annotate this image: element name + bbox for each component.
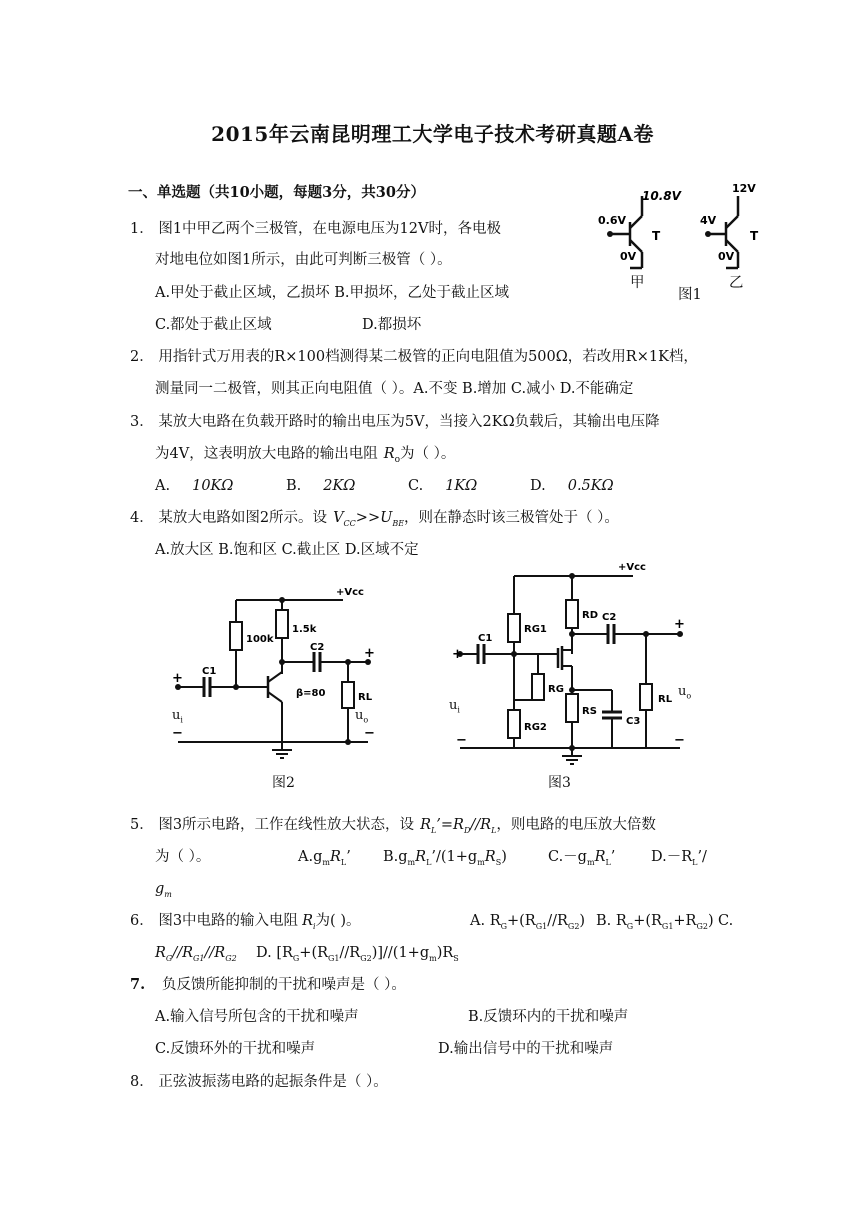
q3-line2: 为4V，这表明放大电路的输出电阻 $R_o$为（ ）。 [155,446,456,465]
c1-label: C1 [478,633,493,644]
q1-line1: 1． 图1中甲乙两个三极管，在电源电压为12V时，各电极 [130,221,501,237]
rg2-label: RG2 [524,722,547,733]
q7-option-b: B.反馈环内的干扰和噪声 [468,1009,629,1025]
fig1-yi-label: 乙 [729,275,744,291]
node-dot [569,573,575,579]
output-minus: − [674,733,685,748]
output-plus: + [364,646,375,661]
rl-label: RL [658,694,673,705]
node-dot [643,631,649,637]
q6-line1: 6． 图3中电路的输入电阻 $R_i$为( )。 [130,913,361,931]
q1-options-ab: A.甲处于截止区域，乙损坏 B.甲损坏，乙处于截止区域 [155,285,509,301]
r-col-label: 1.5k [292,624,317,635]
c1-label: C1 [202,666,217,677]
resistor-1.5k [276,610,288,638]
yi-base-voltage: 4V [700,214,717,227]
output-plus: + [674,617,685,632]
fig3-caption: 图3 [548,775,571,791]
q1-option-d: D.都损坏 [362,317,422,333]
c2-label: C2 [602,612,617,623]
rg1-label: RG1 [524,624,547,635]
node-dot [569,687,575,693]
resistor-100k [230,622,242,650]
fig2-caption: 图2 [272,775,295,791]
q1-line2: 对地电位如图1所示，由此可判断三极管（ ）。 [155,252,452,268]
node-dot [569,745,575,751]
figure-3-circuit [448,558,693,773]
q3-option-a: A. 10KΩ [155,478,234,494]
resistor-rd [566,600,578,628]
q5-line2: 为（ ）。 [155,849,211,865]
q7-line1: 负反馈所能抑制的干扰和噪声是（ ）。 [162,977,406,993]
q5-option-d: $D.-R_L’/$ [651,849,707,867]
q6-option-c: $R_G//R_{G1}//R_{G2}$ [155,945,237,963]
jia-collector-voltage: 10.8V [642,189,681,203]
input-plus: + [172,671,183,686]
vcc-label: +Vcc [336,587,364,598]
resistor-rg1 [508,614,520,642]
section-heading: 一、单选题（共10小题，每题3分，共30分） [128,184,425,201]
resistor-rl [640,684,652,710]
q7-number: 7. [130,976,146,993]
page-title: 2015年云南昆明理工大学电子技术考研真题A卷 [211,122,654,146]
q2-line2: 测量同一二极管，则其正向电阻值（ ）。A.不变 B.增加 C.减小 D.不能确定 [155,381,634,397]
beta-label: β=80 [296,688,326,699]
node-dot [279,659,285,665]
input-plus: + [452,647,463,662]
q5-option-c: $C.-g_mR_L$’ [548,849,616,867]
fig3-ui-label: $u_i$ [449,698,460,715]
q6-option-a: A. $R_G+(R_{G1}//R_{G2})$ [470,913,586,931]
resistor-rs [566,694,578,722]
vcc-label: +Vcc [618,562,646,573]
resistor-rg [532,674,544,700]
jia-base-voltage: 0.6V [598,214,626,227]
jia-emitter-voltage: 0V [620,250,637,263]
input-minus: − [456,733,467,748]
r-base-label: 100k [246,634,274,645]
jia-t-label: T [652,229,661,243]
q3-option-b: B. 2KΩ [286,478,356,494]
q4-options: A.放大区 B.饱和区 C.截止区 D.区域不定 [155,542,419,558]
c3-label: C3 [626,716,641,727]
fig1-jia-label: 甲 [630,275,645,291]
fig1-caption: 图1 [678,287,702,303]
yi-t-label: T [750,229,759,243]
rd-label: RD [582,610,599,621]
fig2-ui-label: $u_i$ [172,708,183,725]
node-dot [569,631,575,637]
q5-option-b: $B.g_mR_L’/(1+g_mR_S)$ [383,849,507,867]
rs-label: RS [582,706,597,717]
node-dot [345,659,351,665]
node-dot [279,597,285,603]
rg-label: RG [548,684,564,695]
q6-option-b: B. $R_G+(R_{G1}+R_{G2})$ [596,913,714,931]
node-dot [607,231,613,237]
resistor-rl [342,682,354,708]
q1-option-c: C.都处于截止区域 [155,317,272,333]
output-minus: − [364,726,375,741]
figure-2-circuit [168,580,383,770]
q7-option-a: A.输入信号所包含的干扰和噪声 [155,1009,359,1025]
q5-option-a: $A.g_mR_L$’ [298,849,351,867]
q3-option-c: C. 1KΩ [408,478,478,494]
yi-emitter-voltage: 0V [718,250,735,263]
q6-option-c-label: C. [718,913,734,929]
node-dot [233,684,239,690]
resistor-rg2 [508,710,520,738]
q7-option-c: C.反馈环外的干扰和噪声 [155,1041,316,1057]
input-minus: − [172,726,183,741]
q2-line1: 2． 用指针式万用表的R×100档测得某二极管的正向电阻值为500Ω，若改用R×1K档， [130,349,698,365]
q8-line1: 8． 正弦波振荡电路的起振条件是（ ）。 [130,1074,388,1090]
q3-line1: 3． 某放大电路在负载开路时的输出电压为5V，当接入2KΩ负载后，其输出电压降 [130,414,660,430]
q5-line3: $g_m$ [155,881,172,899]
fig2-uo-label: $u_o$ [355,708,369,725]
yi-collector-voltage: 12V [732,182,756,195]
node-dot [705,231,711,237]
q7-option-d: D.输出信号中的干扰和噪声 [438,1041,614,1057]
node-dot [345,739,351,745]
rl-label: RL [358,692,373,703]
node-dot [511,651,517,657]
q3-option-d: D. 0.5KΩ [530,478,614,494]
q4-line1: 4． 某放大电路如图2所示。设 $V_{CC}>>U_{BE}$，则在静态时该三极管处于（ ）。 [130,510,619,528]
fig3-uo-label: $u_o$ [678,684,692,701]
q6-option-d: D. $[R_G+(R_{G1}//R_{G2})]//(1+g_m)R_S$ [256,945,459,963]
c2-label: C2 [310,642,325,653]
q5-line1: 5． 图3所示电路，工作在线性放大状态，设 $R_L’=R_D//R_L$，则电路的电压放大倍数 [130,817,656,835]
